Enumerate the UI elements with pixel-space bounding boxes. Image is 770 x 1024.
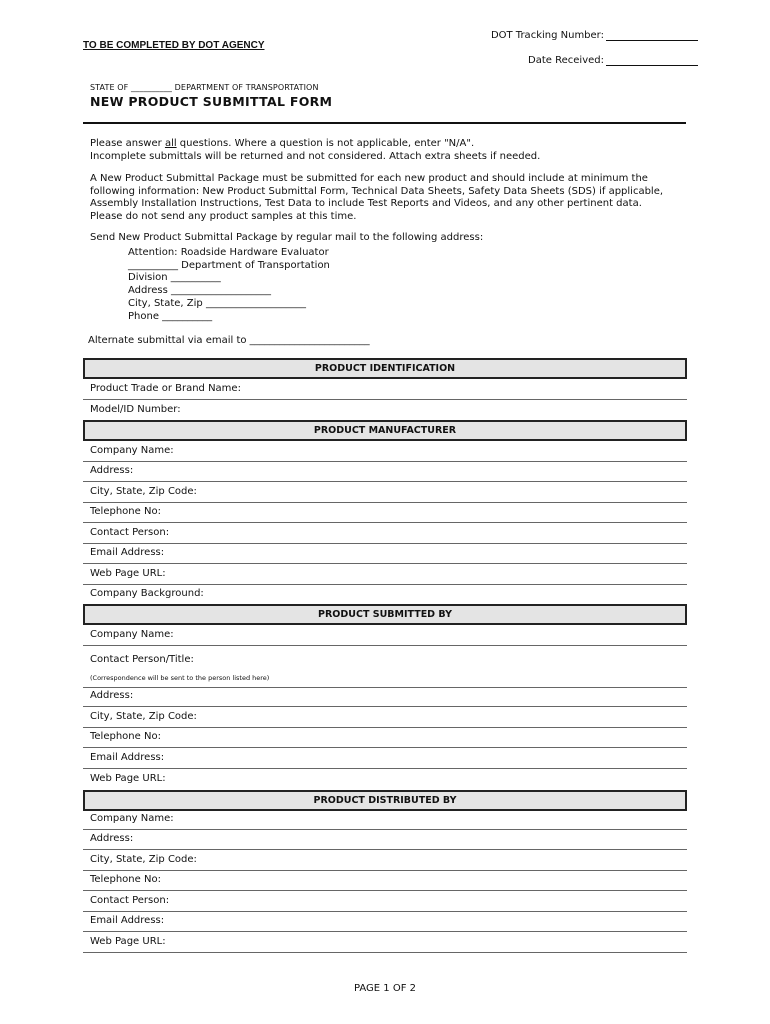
field-label: Contact Person: xyxy=(90,895,170,906)
form-row-mfr-email[interactable] xyxy=(83,544,687,564)
tracking-number-blank[interactable] xyxy=(606,30,698,41)
form-row-mfr-company[interactable] xyxy=(83,441,687,462)
form-row-sub-phone[interactable] xyxy=(83,728,687,748)
dot-tracking-number-field[interactable] xyxy=(491,30,698,41)
field-label: Email Address: xyxy=(90,915,165,926)
field-label: Web Page URL: xyxy=(90,773,166,784)
field-label: Address: xyxy=(90,690,134,701)
form-title: NEW PRODUCT SUBMITTAL FORM xyxy=(90,94,333,109)
date-received-field[interactable] xyxy=(528,55,698,66)
form-row-dist-contact[interactable] xyxy=(83,891,687,912)
field-label: Contact Person: xyxy=(90,527,170,538)
form-row-dist-company[interactable] xyxy=(83,811,687,830)
form-row-dist-address[interactable] xyxy=(83,830,687,850)
instr-p1-emphasis: all xyxy=(164,138,177,149)
form-row-brand-name[interactable] xyxy=(83,379,687,400)
instructions-paragraph-3: Send New Product Submittal Package by regular mail to the following address: xyxy=(90,232,484,243)
correspondence-note: (Correspondence will be sent to the person listed here) xyxy=(90,674,270,682)
address-line: Phone __________ xyxy=(128,310,213,322)
field-label: Contact Person/Title: xyxy=(90,654,194,665)
form-row-sub-contact[interactable] xyxy=(83,646,687,688)
form-row-mfr-background[interactable] xyxy=(83,585,687,604)
instr-p1-pre: Please answer xyxy=(90,138,165,149)
form-row-mfr-city[interactable] xyxy=(83,482,687,503)
field-label: City, State, Zip Code: xyxy=(90,711,197,722)
tracking-number-label: DOT Tracking Number: xyxy=(490,30,604,41)
instr-p1-post: questions. Where a question is not applicable, enter "N/A". xyxy=(176,138,475,149)
form-row-dist-city[interactable] xyxy=(83,850,687,871)
field-label: Company Background: xyxy=(90,588,204,599)
form-row-sub-company[interactable] xyxy=(83,625,687,646)
form-row-model-id[interactable] xyxy=(83,400,687,420)
address-line: City, State, Zip ____________________ xyxy=(128,297,306,309)
address-line: Address ____________________ xyxy=(128,285,272,297)
field-label: Address: xyxy=(90,833,134,844)
form-row-sub-url[interactable] xyxy=(83,769,687,789)
field-label: Telephone No: xyxy=(90,874,161,885)
state-department-line: STATE OF __________ DEPARTMENT OF TRANSPORTATION xyxy=(90,83,319,92)
field-label: Company Name: xyxy=(90,813,174,824)
field-label: Telephone No: xyxy=(90,506,161,517)
field-label: Web Page URL: xyxy=(90,936,166,947)
field-label: Email Address: xyxy=(90,752,165,763)
section-header-distributed-by: PRODUCT DISTRIBUTED BY xyxy=(83,790,687,811)
field-label: Web Page URL: xyxy=(90,568,166,579)
form-row-dist-url[interactable] xyxy=(83,932,687,953)
form-row-dist-email[interactable] xyxy=(83,912,687,932)
agency-completion-note: TO BE COMPLETED BY DOT AGENCY xyxy=(83,40,265,51)
instructions-paragraph-1 xyxy=(90,138,690,163)
mailing-address-block xyxy=(128,247,330,323)
field-label: Product Trade or Brand Name: xyxy=(90,383,241,394)
field-label: City, State, Zip Code: xyxy=(90,854,197,865)
field-label: Email Address: xyxy=(90,547,165,558)
form-row-mfr-url[interactable] xyxy=(83,564,687,585)
section-header-manufacturer: PRODUCT MANUFACTURER xyxy=(83,420,687,441)
page-number: PAGE 1 OF 2 xyxy=(353,983,416,994)
form-row-mfr-address[interactable] xyxy=(83,462,687,482)
form-row-mfr-phone[interactable] xyxy=(83,503,687,523)
form-row-sub-address[interactable] xyxy=(83,688,687,707)
field-label: Company Name: xyxy=(90,629,174,640)
header-divider xyxy=(83,122,686,124)
field-label: Telephone No: xyxy=(90,731,161,742)
address-line: __________ Department of Transportation xyxy=(128,259,330,271)
date-received-blank[interactable] xyxy=(606,55,698,66)
field-label: Company Name: xyxy=(90,445,174,456)
section-header-submitted-by: PRODUCT SUBMITTED BY xyxy=(83,604,687,625)
date-received-label: Date Received: xyxy=(528,55,604,66)
address-line: Attention: Roadside Hardware Evaluator xyxy=(128,247,329,258)
field-label: Model/ID Number: xyxy=(90,404,181,415)
field-label: Address: xyxy=(90,465,134,476)
form-row-dist-phone[interactable] xyxy=(83,871,687,891)
address-line: Division __________ xyxy=(128,272,221,284)
alternate-email-line: Alternate submittal via email to ________________________ xyxy=(88,335,370,346)
field-label: City, State, Zip Code: xyxy=(90,486,197,497)
form-row-sub-email[interactable] xyxy=(83,748,687,769)
section-header-identification: PRODUCT IDENTIFICATION xyxy=(83,358,687,379)
instructions-paragraph-2 xyxy=(90,173,690,223)
instr-p2-body: A New Product Submittal Package must be submitted for each new product and should include at minimum the following information: New Product Submittal Form, Technical Data Sheets, Safety Data Sheets (SDS) if applicable, Assembly Installation Instructions, Test Data to include Test Reports and Videos, and any other pertinent data. xyxy=(90,173,664,209)
instr-p1-line2: Incomplete submittals will be returned and not considered. Attach extra sheets if needed. xyxy=(90,150,541,162)
form-row-sub-city[interactable] xyxy=(83,707,687,728)
form-row-mfr-contact[interactable] xyxy=(83,523,687,544)
instr-p2-no-samples: Please do not send any product samples at this time. xyxy=(90,210,357,222)
